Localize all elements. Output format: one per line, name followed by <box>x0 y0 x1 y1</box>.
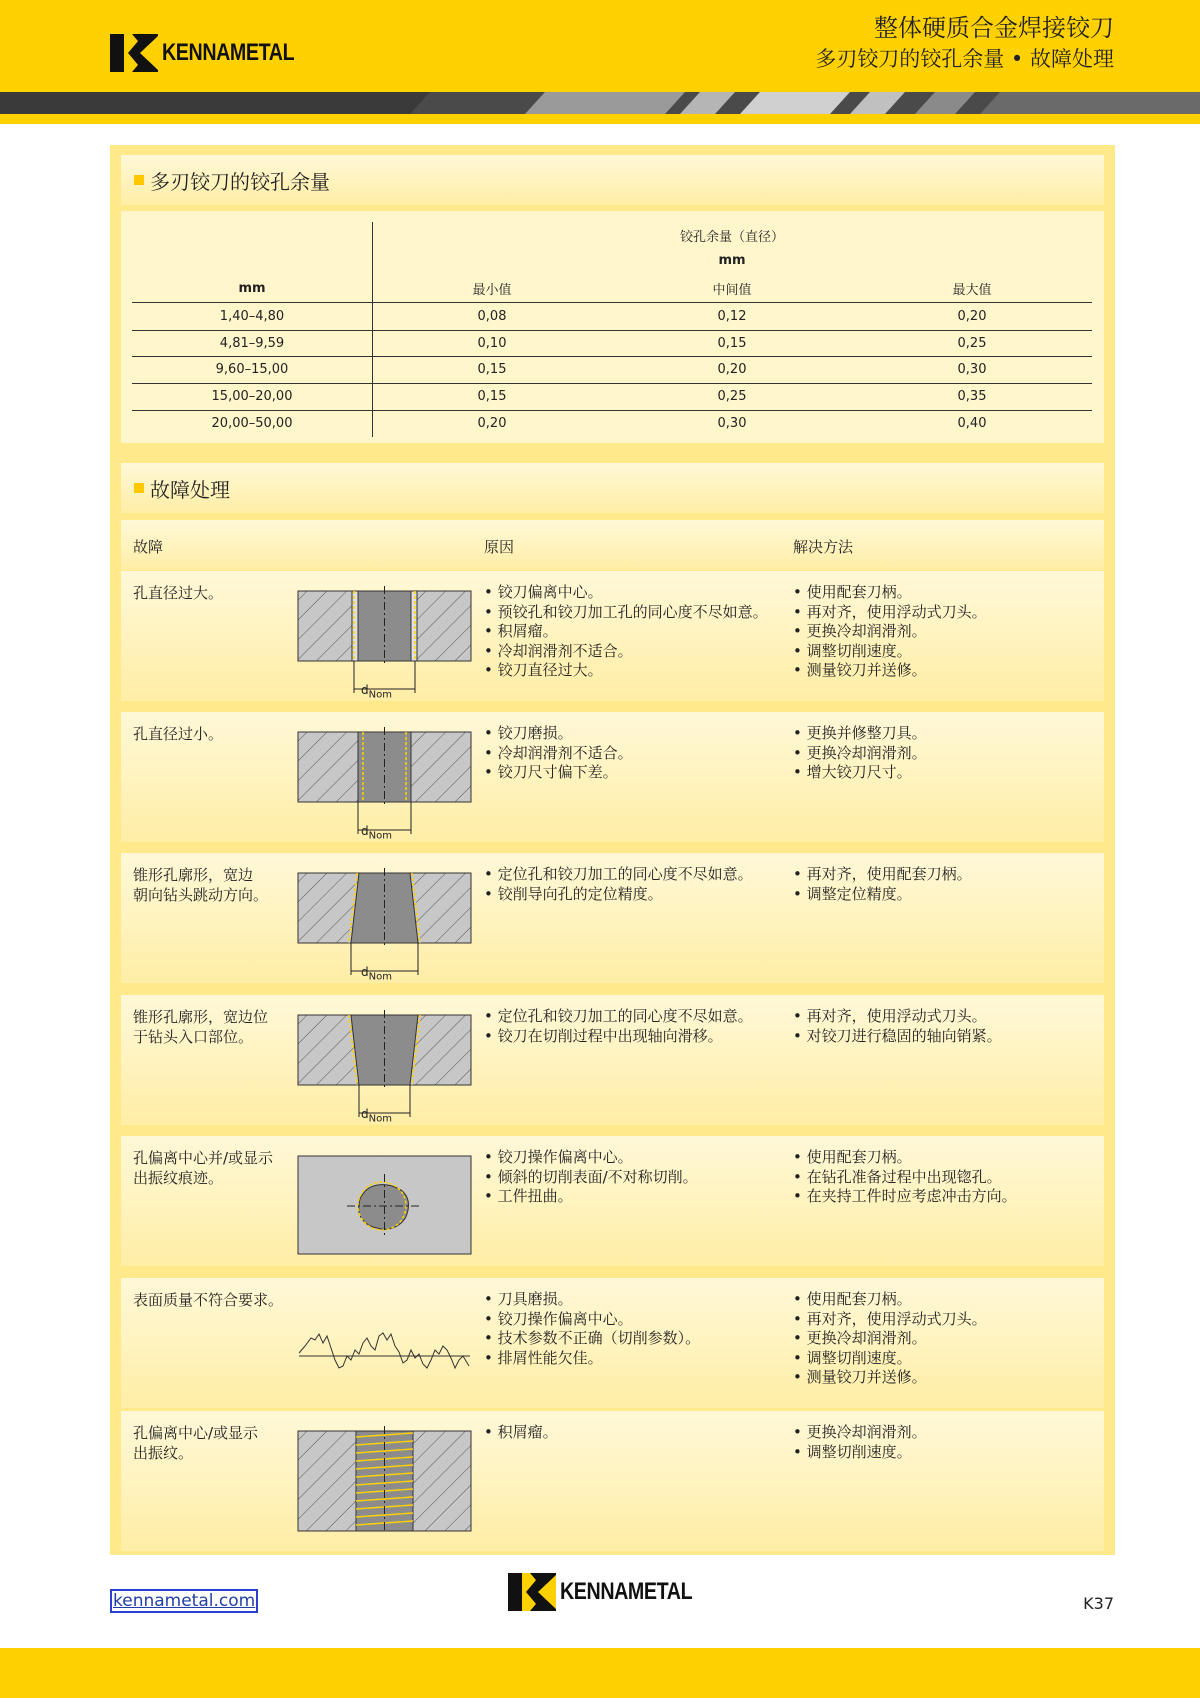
table-row <box>132 410 1092 437</box>
cause-item: • 积屑瘤。 <box>484 622 784 642</box>
cause-item: • 刀具磨损。 <box>484 1290 784 1310</box>
problem-line: 孔偏离中心/或显示 <box>133 1424 259 1442</box>
cause-item: • 铰刀操作偏离中心。 <box>484 1310 784 1330</box>
problem-line: 表面质量不符合要求。 <box>133 1291 284 1309</box>
logo-wordmark: KENNAMETAL <box>560 1578 693 1605</box>
problem-text <box>133 1148 283 1188</box>
cause-item: • 积屑瘤。 <box>484 1423 784 1443</box>
table-cell: 9,60–15,00 <box>215 362 289 377</box>
solution-list <box>793 1423 1103 1462</box>
problem-line: 出振纹。 <box>133 1444 194 1462</box>
solution-list <box>793 724 1103 783</box>
section-allowance-header <box>121 155 1104 205</box>
solution-list <box>793 1148 1103 1207</box>
problem-line: 出振纹痕迹。 <box>133 1169 224 1187</box>
problem-text <box>133 865 283 905</box>
problem-text <box>133 583 283 603</box>
troubleshooting-row <box>121 712 1104 842</box>
problem-line: 锥形孔廓形，宽边位 <box>133 1008 269 1026</box>
cause-item: • 冷却润滑剂不适合。 <box>484 642 784 662</box>
kennametal-footer-logo <box>508 1573 721 1611</box>
dnom-label: $d_{Nom}$ <box>361 683 392 701</box>
table-cell: 0,20 <box>957 309 987 324</box>
table-cell: 0,30 <box>717 416 747 431</box>
cause-item: • 定位孔和铰刀加工的同心度不尽如意。 <box>484 1007 784 1027</box>
troubleshooting-row <box>121 1411 1104 1551</box>
cause-list <box>484 1423 784 1443</box>
problem-text <box>133 1007 283 1047</box>
kennametal-k-icon <box>508 1573 556 1611</box>
table-cell: 0,12 <box>717 309 747 324</box>
page-number: K37 <box>1083 1594 1114 1613</box>
cause-item: • 铰刀操作偏离中心。 <box>484 1148 784 1168</box>
cause-list <box>484 1007 784 1046</box>
table-cell: 0,10 <box>477 336 507 351</box>
solution-item: • 更换冷却润滑剂。 <box>793 744 1103 764</box>
solution-item: • 在夹持工件时应考虑冲击方向。 <box>793 1187 1103 1207</box>
dnom-label: $d_{Nom}$ <box>361 965 392 983</box>
table-cell: 0,15 <box>477 389 507 404</box>
table-cell: 0,35 <box>957 389 987 404</box>
cause-item: • 铰刀在切削过程中出现轴向滑移。 <box>484 1027 784 1047</box>
column-header-cause: 原因 <box>484 538 515 556</box>
problem-text <box>133 1290 283 1310</box>
table-cell: 0,25 <box>717 389 747 404</box>
column-header-solution: 解决方法 <box>793 538 854 556</box>
solution-item: • 调整切削速度。 <box>793 1349 1103 1369</box>
chatter-hole-figure <box>297 1421 472 1536</box>
kennametal-k-icon <box>110 34 158 72</box>
table-header-cell: 最大值 <box>952 283 992 298</box>
document-subtitle: 多刃铰刀的铰孔余量 • 故障处理 <box>815 47 1114 71</box>
document-title: 整体硬质合金焊接铰刀 <box>874 14 1114 42</box>
problem-text <box>133 724 283 744</box>
table-vertical-divider <box>372 222 373 437</box>
solution-item: • 再对齐，使用浮动式刀头。 <box>793 603 1103 623</box>
table-cell: 0,15 <box>717 336 747 351</box>
table-row <box>132 330 1092 357</box>
solution-list <box>793 1007 1103 1046</box>
troubleshooting-row <box>121 1278 1104 1408</box>
cause-item: • 铰刀磨损。 <box>484 724 784 744</box>
solution-item: • 调整切削速度。 <box>793 642 1103 662</box>
cause-item: • 铰刀偏离中心。 <box>484 583 784 603</box>
table-row <box>132 383 1092 410</box>
table-cell: 0,20 <box>717 362 747 377</box>
solution-item: • 再对齐，使用浮动式刀头。 <box>793 1007 1103 1027</box>
cause-list <box>484 583 784 681</box>
solution-item: • 更换冷却润滑剂。 <box>793 1329 1103 1349</box>
section-marker-icon <box>134 483 144 493</box>
table-header-cell: 最小值 <box>472 283 512 298</box>
solution-item: • 更换并修整刀具。 <box>793 724 1103 744</box>
logo-wordmark: KENNAMETAL <box>162 39 295 66</box>
cause-list <box>484 724 784 783</box>
tapered-hole-exit-figure <box>297 863 472 978</box>
undersize-hole-figure <box>297 722 472 837</box>
solution-item: • 再对齐，使用浮动式刀头。 <box>793 1310 1103 1330</box>
oversize-hole-figure <box>297 581 472 696</box>
table-cell: 20,00–50,00 <box>211 416 293 431</box>
section-title: 多刃铰刀的铰孔余量 <box>150 169 330 194</box>
cause-item: • 铰削导向孔的定位精度。 <box>484 885 784 905</box>
off-center-hole-figure <box>297 1146 472 1261</box>
solution-list <box>793 1290 1103 1388</box>
surface-profile-figure <box>297 1288 472 1403</box>
cause-item: • 冷却润滑剂不适合。 <box>484 744 784 764</box>
problem-line: 朝向钻头跳动方向。 <box>133 886 269 904</box>
problem-line: 孔直径过小。 <box>133 725 224 743</box>
table-group-header: 铰孔余量（直径） <box>679 230 784 245</box>
problem-text <box>133 1423 283 1463</box>
solution-item: • 增大铰刀尺寸。 <box>793 763 1103 783</box>
cause-list <box>484 1148 784 1207</box>
table-header-cell: mm <box>238 281 266 296</box>
troubleshooting-column-headers <box>121 520 1104 570</box>
table-cell: 0,20 <box>477 416 507 431</box>
table-cell: 15,00–20,00 <box>211 389 293 404</box>
dnom-label: $d_{Nom}$ <box>361 824 392 842</box>
cause-item: • 铰刀尺寸偏下差。 <box>484 763 784 783</box>
decorative-stripe <box>0 92 1200 114</box>
cause-item: • 排屑性能欠佳。 <box>484 1349 784 1369</box>
troubleshooting-row <box>121 995 1104 1125</box>
solution-item: • 在钻孔准备过程中出现锪孔。 <box>793 1168 1103 1188</box>
troubleshooting-row <box>121 571 1104 701</box>
table-cell: 0,40 <box>957 416 987 431</box>
solution-item: • 使用配套刀柄。 <box>793 1148 1103 1168</box>
solution-item: • 测量铰刀并送修。 <box>793 661 1103 681</box>
table-cell: 1,40–4,80 <box>219 309 285 324</box>
cause-item: • 预铰孔和铰刀加工孔的同心度不尽如意。 <box>484 603 784 623</box>
problem-line: 孔偏离中心并/或显示 <box>133 1149 274 1167</box>
section-troubleshooting-header <box>121 463 1104 513</box>
cause-item: • 工件扭曲。 <box>484 1187 784 1207</box>
solution-list <box>793 583 1103 681</box>
solution-item: • 使用配套刀柄。 <box>793 583 1103 603</box>
footer-band <box>0 1648 1200 1698</box>
solution-item: • 使用配套刀柄。 <box>793 1290 1103 1310</box>
troubleshooting-row <box>121 853 1104 983</box>
header-titles <box>815 12 1114 74</box>
problem-line: 于钻头入口部位。 <box>133 1028 254 1046</box>
cause-item: • 技术参数不正确（切削参数）。 <box>484 1329 784 1349</box>
column-header-problem: 故障 <box>133 538 164 556</box>
table-cell: 0,08 <box>477 309 507 324</box>
tapered-hole-entry-figure <box>297 1005 472 1120</box>
kennametal-logo <box>110 34 323 72</box>
troubleshooting-row <box>121 1136 1104 1266</box>
solution-item: • 再对齐，使用配套刀柄。 <box>793 865 1103 885</box>
cause-list <box>484 1290 784 1368</box>
solution-item: • 调整定位精度。 <box>793 885 1103 905</box>
table-cell: 0,30 <box>957 362 987 377</box>
solution-item: • 更换冷却润滑剂。 <box>793 622 1103 642</box>
header-yellow-band <box>0 114 1200 124</box>
table-cell: 4,81–9,59 <box>219 336 285 351</box>
cause-item: • 倾斜的切削表面/不对称切削。 <box>484 1168 784 1188</box>
table-row <box>132 303 1092 330</box>
table-header-cell: 中间值 <box>712 283 752 298</box>
solution-item: • 更换冷却润滑剂。 <box>793 1423 1103 1443</box>
problem-line: 孔直径过大。 <box>133 584 224 602</box>
dnom-label: $d_{Nom}$ <box>361 1107 392 1125</box>
section-marker-icon <box>134 175 144 185</box>
cause-list <box>484 865 784 904</box>
problem-line: 锥形孔廓形，宽边 <box>133 866 254 884</box>
table-group-unit: mm <box>718 253 746 268</box>
table-cell: 0,15 <box>477 362 507 377</box>
solution-list <box>793 865 1103 904</box>
solution-item: • 对铰刀进行稳固的轴向销紧。 <box>793 1027 1103 1047</box>
cause-item: • 铰刀直径过大。 <box>484 661 784 681</box>
section-title: 故障处理 <box>150 477 230 502</box>
solution-item: • 调整切削速度。 <box>793 1443 1103 1463</box>
table-header-row <box>132 275 1092 302</box>
table-cell: 0,25 <box>957 336 987 351</box>
solution-item: • 测量铰刀并送修。 <box>793 1368 1103 1388</box>
cause-item: • 定位孔和铰刀加工的同心度不尽如意。 <box>484 865 784 885</box>
website-link[interactable]: kennametal.com <box>110 1589 258 1613</box>
table-row <box>132 356 1092 383</box>
